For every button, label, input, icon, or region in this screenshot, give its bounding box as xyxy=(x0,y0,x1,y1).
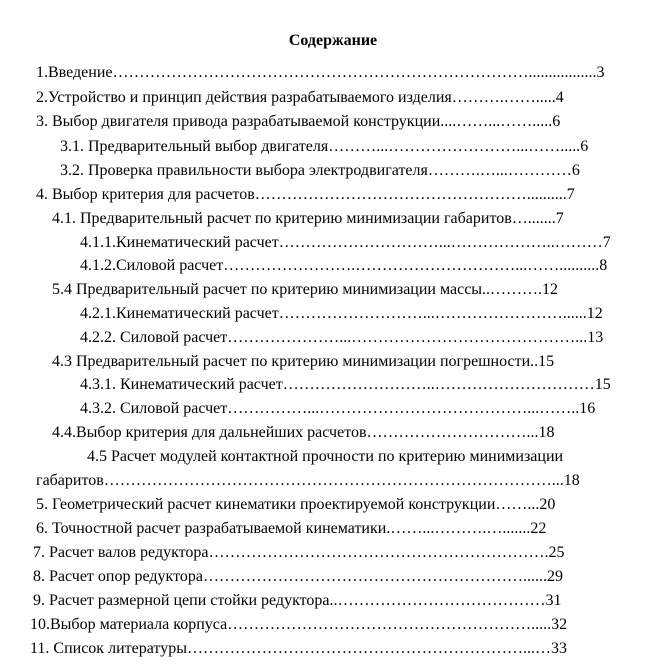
toc-entry: 2.Устройство и принцип действия разрабатываемого изделия……….…….....4 xyxy=(36,89,564,106)
toc-entry: 9. Расчет размерной цепи стойки редуктора..…………………………………31 xyxy=(33,592,562,609)
toc-entry: 4.5 Расчет модулей контактной прочности по критерию минимизации xyxy=(87,448,564,465)
toc-entry: 4. Выбор критерия для расчетов……………………………………………..........7 xyxy=(36,186,575,203)
toc-entry: 4.3.1. Кинематический расчет………………………..…………………………15 xyxy=(80,376,611,393)
toc-entry: габаритов…………………………………………………………………………...18 xyxy=(36,472,580,489)
toc-entry: 3. Выбор двигателя привода разрабатываемой конструкции....……...…….....6 xyxy=(36,113,561,130)
toc-entry: 4.2.2. Силовой расчет…………………...……………………………………...13 xyxy=(80,329,604,346)
toc-entry: 8. Расчет опор редуктора……………………………………………………......29 xyxy=(33,568,563,585)
toc-entry: 4.1. Предварительный расчет по критерию минимизации габаритов….......7 xyxy=(52,210,564,227)
toc-entry: 5. Геометрический расчет кинематики проектируемой конструкции……...20 xyxy=(36,496,556,513)
toc-entry: 6. Точностной расчет разрабатываемой кинематики.……...……….….......22 xyxy=(36,520,547,537)
toc-entry: 4.4.Выбор критерия для дальнейших расчетов…………………………...18 xyxy=(52,424,555,441)
toc-entry: 1.Введение…………………………………………………………………….................3 xyxy=(36,64,605,81)
toc-entry: 3.2. Проверка правильности выбора электродвигателя……….…...…………6 xyxy=(60,162,580,179)
toc-entry: 4.2.1.Кинематический расчет………………………...……………………......12 xyxy=(80,305,603,322)
toc-entry: 4.1.2.Силовой расчет…………………….…………………………...……..........8 xyxy=(80,257,608,274)
toc-entry: 4.1.1.Кинематический расчет…………………………...………………..………7 xyxy=(80,234,611,251)
toc-entry: 11. Список литературы………………………………………………………...…33 xyxy=(30,640,567,657)
toc-entry: 3.1. Предварительный выбор двигателя………...……………………...…….....6 xyxy=(60,138,589,155)
toc-entry: 4.3 Предварительный расчет по критерию минимизации погрешности..15 xyxy=(52,353,555,370)
toc-entry: 7. Расчет валов редуктора……………………………………………………….25 xyxy=(33,544,565,561)
page-title: Содержание xyxy=(288,32,378,49)
toc-entry: 4.3.2. Силовой расчет……………...…………………………………...……..16 xyxy=(80,400,596,417)
toc-entry: 10.Выбор материала корпуса………………………………………………….....32 xyxy=(30,616,568,633)
toc-entry: 5.4 Предварительный расчет по критерию минимизации массы..……….12 xyxy=(52,281,559,298)
